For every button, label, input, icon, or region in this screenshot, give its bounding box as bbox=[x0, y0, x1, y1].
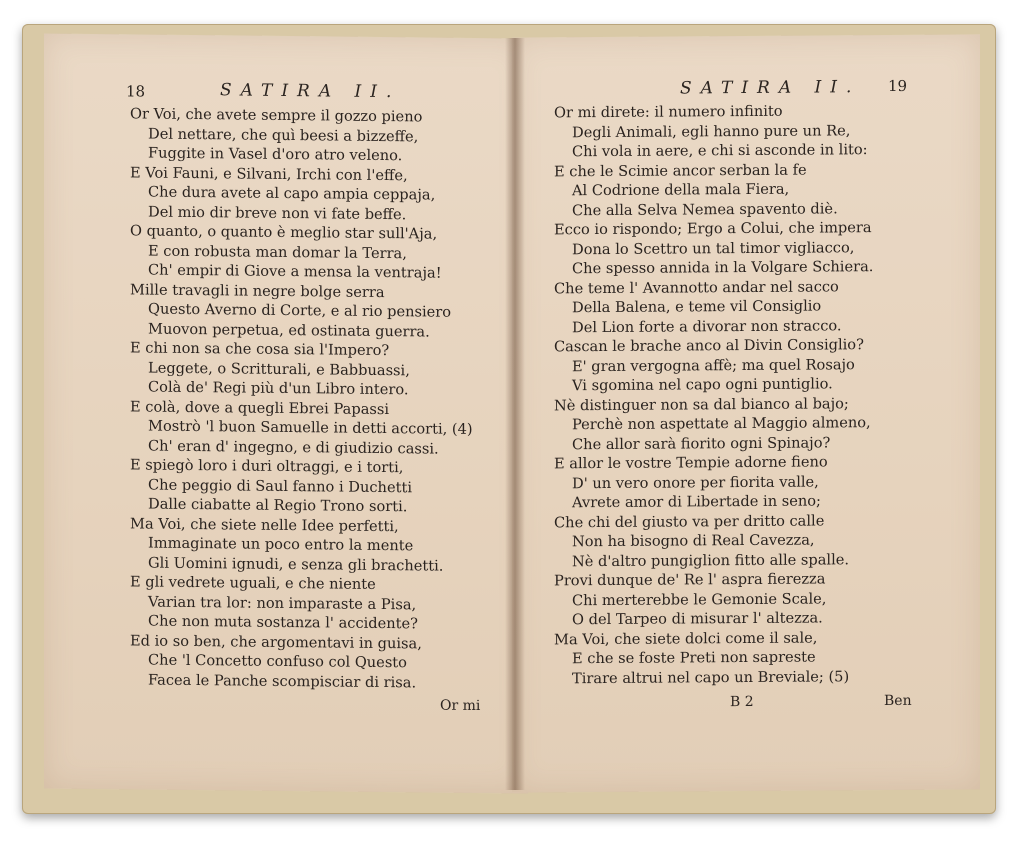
verse-line: Or mi direte: il numero infinito bbox=[554, 102, 783, 122]
verse-line: Or Voi, che avete sempre il gozzo pieno bbox=[130, 105, 423, 126]
verse-line: Non ha bisogno di Real Cavezza, bbox=[572, 531, 815, 551]
verse-line: Fuggite in Vasel d'oro atro veleno. bbox=[148, 144, 403, 165]
verse-line: O quanto, o quanto è meglio star sull'Aja, bbox=[130, 222, 438, 243]
verse-line: Ed io so ben, che argomentavi in guisa, bbox=[130, 631, 422, 652]
verse-line: Ch' empir di Giove a mensa la ventraja! bbox=[148, 261, 442, 282]
verse-line: Ecco io rispondo; Ergo a Colui, che impera bbox=[554, 219, 872, 239]
catchword-left: Or mi bbox=[440, 697, 481, 715]
verse-line: Che teme l' Avannotto andar nel sacco bbox=[554, 277, 839, 297]
verse-line: Immaginate un poco entro la mente bbox=[148, 534, 414, 555]
running-head-right: SATIRA II. bbox=[680, 77, 861, 99]
verse-line: Colà de' Regi più d'un Libro intero. bbox=[148, 378, 409, 399]
verse-line: Dalle ciabatte al Regio Trono sorti. bbox=[148, 495, 408, 516]
verse-line: Facea le Panche scompisciar di risa. bbox=[148, 671, 417, 691]
verse-line: Varian tra lor: non imparaste a Pisa, bbox=[148, 593, 417, 613]
verse-line: Questo Averno di Corte, e al rio pensiero bbox=[148, 300, 452, 321]
verse-line: E chi non sa che cosa sia l'Impero? bbox=[130, 339, 390, 360]
verse-line: Tirare altrui nel capo un Breviale; (5) bbox=[572, 667, 850, 687]
verse-line: D' un vero onore per fiorita valle, bbox=[572, 472, 819, 492]
verse-lines-right bbox=[554, 101, 873, 688]
verse-line: Ma Voi, che siete nelle Idee perfetti, bbox=[130, 514, 399, 535]
verse-line: Che non muta sostanza l' accidente? bbox=[148, 612, 418, 633]
verse-line: Ma Voi, che siete dolci come il sale, bbox=[554, 629, 818, 648]
signature-mark: B 2 bbox=[730, 693, 754, 711]
verse-line: Del nettare, che quì beesi a bizzeffe, bbox=[148, 125, 419, 145]
verse-line: Leggete, o Scritturali, e Babbuassi, bbox=[148, 359, 410, 379]
verse-line: Cascan le brache anco al Divin Consiglio? bbox=[554, 336, 864, 356]
verse-line: Chi merterebbe le Gemonie Scale, bbox=[572, 589, 827, 609]
verse-line: Nè d'altro pungiglion fitto alle spalle. bbox=[572, 550, 850, 570]
open-book bbox=[18, 18, 1002, 824]
verse-line: Che dura avete al capo ampia ceppaja, bbox=[148, 183, 436, 204]
verse-line: Che chi del giusto va per dritto calle bbox=[554, 511, 825, 531]
verse-line: Nè distinguer non sa dal bianco al bajo; bbox=[554, 394, 849, 414]
verse-line: Mille travagli in negre bolge serra bbox=[130, 280, 385, 301]
book-gutter bbox=[505, 38, 525, 790]
page-number-left: 18 bbox=[126, 82, 146, 101]
verse-line: Che 'l Concetto confuso col Questo bbox=[148, 651, 407, 672]
verse-line: Dona lo Scettro un tal timor vigliacco, bbox=[572, 238, 855, 258]
verse-line: Perchè non aspettate al Maggio almeno, bbox=[572, 414, 871, 434]
verse-line: E Voi Fauni, e Silvani, Irchi con l'effe, bbox=[130, 163, 408, 184]
catchword-right: Ben bbox=[884, 692, 912, 710]
verse-line: E' gran vergogna affè; ma quel Rosajo bbox=[572, 355, 855, 375]
verse-line: Che peggio di Saul fanno i Duchetti bbox=[148, 476, 412, 496]
verse-line: Chi vola in aere, e chi si asconde in lito: bbox=[572, 141, 868, 161]
verse-line: E colà, dove a quegli Ebrei Papassi bbox=[130, 397, 390, 418]
verse-line: E con robusta man domar la Terra, bbox=[148, 242, 407, 262]
verse-line: Mostrò 'l buon Samuelle in detti accorti, (4) bbox=[148, 417, 473, 438]
verse-line: Gli Uomini ignudi, e senza gli brachetti. bbox=[148, 554, 444, 575]
verse-line: Del Lion forte a divorar non stracco. bbox=[572, 316, 842, 336]
verse-line: Degli Animali, egli hanno pure un Re, bbox=[572, 121, 851, 141]
verse-line: E che se foste Preti non sapreste bbox=[572, 648, 816, 668]
page-number-right: 19 bbox=[888, 76, 908, 96]
running-head-left: SATIRA II. bbox=[220, 80, 401, 103]
verse-line: E che le Scimie ancor serban la fe bbox=[554, 161, 807, 180]
verse-line: Provi dunque de' Re l' aspra fierezza bbox=[554, 570, 826, 590]
left-page bbox=[44, 33, 528, 793]
verse-line: E gli vedrete uguali, e che niente bbox=[130, 573, 376, 593]
verse-line: Muovon perpetua, ed ostinata guerra. bbox=[148, 320, 430, 341]
verse-line: Ch' eran d' ingegno, e di giudizio cassi. bbox=[148, 437, 439, 458]
verse-lines-left bbox=[130, 104, 473, 693]
verse-line: Al Codrione della mala Fiera, bbox=[572, 180, 790, 200]
verse-line: E allor le vostre Tempie adorne fieno bbox=[554, 453, 828, 473]
right-page bbox=[512, 34, 980, 792]
verse-line: Vi sgomina nel capo ogni puntiglio. bbox=[572, 375, 833, 395]
verse-line: Che allor sarà fiorito ogni Spinajo? bbox=[572, 433, 831, 453]
verse-line: Che alla Selva Nemea spavento diè. bbox=[572, 199, 838, 219]
verse-line: E spiegò loro i duri oltraggi, e i torti, bbox=[130, 456, 404, 477]
verse-line: Del mio dir breve non vi fate beffe. bbox=[148, 203, 407, 223]
verse-line: Della Balena, e teme vil Consiglio bbox=[572, 297, 822, 317]
verse-line: O del Tarpeo di misurar l' altezza. bbox=[572, 609, 823, 629]
verse-line: Che spesso annida in la Volgare Schiera. bbox=[572, 258, 874, 278]
verse-line: Avrete amor di Libertade in seno; bbox=[572, 492, 821, 512]
